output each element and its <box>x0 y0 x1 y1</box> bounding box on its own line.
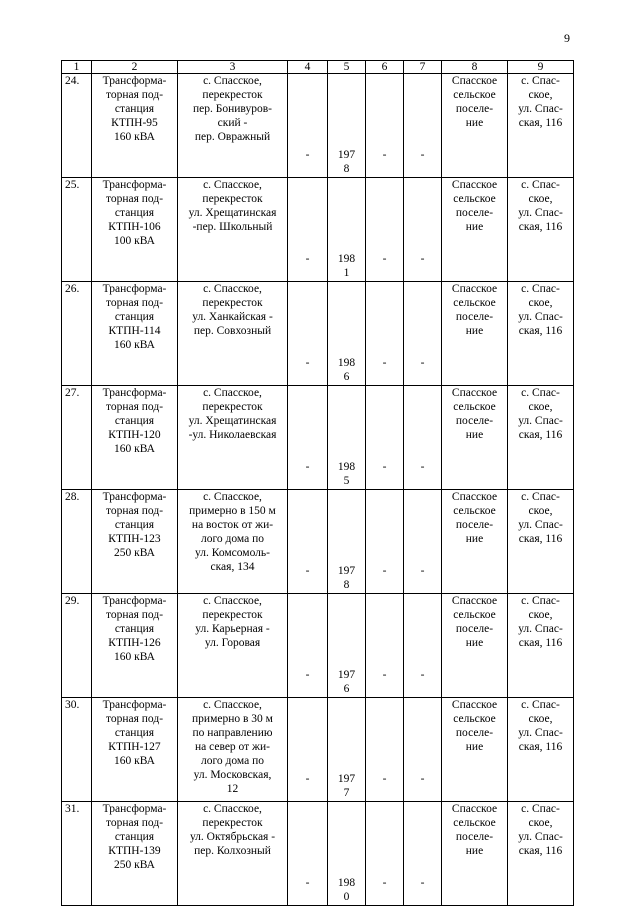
location-line: -ул. Николаевская <box>188 429 277 441</box>
object-name-cell <box>92 802 178 906</box>
object-name-line: торная под- <box>105 89 164 101</box>
table-row <box>62 698 574 802</box>
year-line: 8 <box>343 163 350 175</box>
year-line: 198 <box>337 253 356 265</box>
settlement-line: Спасское <box>451 803 498 815</box>
address-line: ул. Спас- <box>518 519 563 531</box>
settlement-line: ние <box>465 533 484 545</box>
table-row <box>62 178 574 282</box>
object-name-line: торная под- <box>105 297 164 309</box>
address-cell <box>508 698 574 802</box>
object-name-line: КТПН-95 <box>111 117 158 129</box>
object-name-line: 160 кВА <box>114 443 155 455</box>
object-name-line: станция <box>114 311 155 323</box>
table-row <box>62 282 574 386</box>
column-7-cell: - <box>404 490 442 594</box>
row-number-cell: 26. <box>62 282 92 386</box>
object-name-line: торная под- <box>105 193 164 205</box>
header-cell: 1 <box>62 61 92 74</box>
address-line: ская, 116 <box>518 221 563 233</box>
object-name-line: 100 кВА <box>114 235 155 247</box>
address-line: ская, 116 <box>518 325 563 337</box>
year-line: 198 <box>337 357 356 369</box>
settlement-line: ние <box>465 325 484 337</box>
settlement-line: поселе- <box>455 103 494 115</box>
address-line: ул. Спас- <box>518 831 563 843</box>
location-line: на север от жи- <box>194 741 270 753</box>
location-line: перекресток <box>202 89 263 101</box>
location-line: с. Спасское, <box>203 595 262 607</box>
object-name-line: Трансформа- <box>102 491 167 503</box>
column-6-cell: - <box>366 802 404 906</box>
address-line: с. Спас- <box>521 491 560 503</box>
object-name-line: станция <box>114 207 155 219</box>
location-line: ул. Октябрьская - <box>189 831 276 843</box>
settlement-cell <box>442 74 508 178</box>
location-cell <box>178 698 288 802</box>
table-row <box>62 74 574 178</box>
header-cell: 9 <box>508 61 574 74</box>
object-name-line: Трансформа- <box>102 179 167 191</box>
location-line: ул. Хрещатинская <box>188 207 277 219</box>
header-cell: 3 <box>178 61 288 74</box>
address-line: ул. Спас- <box>518 103 563 115</box>
year-line: 5 <box>343 475 350 487</box>
address-line: ское, <box>528 817 553 829</box>
location-line: 12 <box>226 783 239 795</box>
address-line: с. Спас- <box>521 803 560 815</box>
location-cell <box>178 178 288 282</box>
object-name-line: 250 кВА <box>114 547 155 559</box>
location-line: ул. Карьерная - <box>195 623 270 635</box>
location-line: примерно в 150 м <box>189 505 276 517</box>
location-line: пер. Бонивуров- <box>193 103 272 115</box>
settlement-line: Спасское <box>451 283 498 295</box>
address-line: ская, 116 <box>518 533 563 545</box>
year-line: 198 <box>337 461 356 473</box>
row-number-cell: 28. <box>62 490 92 594</box>
settlement-cell <box>442 178 508 282</box>
object-name-line: торная под- <box>105 817 164 829</box>
address-cell <box>508 74 574 178</box>
header-cell: 8 <box>442 61 508 74</box>
address-cell <box>508 178 574 282</box>
header-cell: 5 <box>328 61 366 74</box>
object-name-line: торная под- <box>105 401 164 413</box>
settlement-line: сельское <box>453 609 496 621</box>
address-line: ская, 116 <box>518 741 563 753</box>
year-line: 197 <box>337 149 356 161</box>
location-line: пер. Совхозный <box>193 325 272 337</box>
year-cell <box>328 386 366 490</box>
address-line: с. Спас- <box>521 387 560 399</box>
address-line: ул. Спас- <box>518 727 563 739</box>
location-line: с. Спасское, <box>203 491 262 503</box>
address-line: ская, 116 <box>518 637 563 649</box>
address-line: ул. Спас- <box>518 207 563 219</box>
settlement-line: поселе- <box>455 207 494 219</box>
address-line: с. Спас- <box>521 283 560 295</box>
address-line: с. Спас- <box>521 595 560 607</box>
settlement-line: поселе- <box>455 519 494 531</box>
object-name-line: КТПН-139 <box>108 845 161 857</box>
column-6-cell: - <box>366 74 404 178</box>
row-number-cell: 24. <box>62 74 92 178</box>
column-6-cell: - <box>366 490 404 594</box>
location-line: ул. Комсомоль- <box>195 547 270 559</box>
column-4-cell: - <box>288 802 328 906</box>
location-line: перекресток <box>202 193 263 205</box>
location-cell <box>178 386 288 490</box>
object-name-cell <box>92 386 178 490</box>
year-line: 197 <box>337 669 356 681</box>
object-name-cell <box>92 282 178 386</box>
location-line: -пер. Школьный <box>192 221 273 233</box>
location-line: с. Спасское, <box>203 387 262 399</box>
column-4-cell: - <box>288 74 328 178</box>
address-line: ское, <box>528 505 553 517</box>
column-6-cell: - <box>366 698 404 802</box>
location-cell <box>178 594 288 698</box>
settlement-cell <box>442 802 508 906</box>
address-line: ское, <box>528 193 553 205</box>
settlement-line: ние <box>465 637 484 649</box>
substations-table <box>61 60 574 906</box>
year-line: 7 <box>343 787 350 799</box>
address-line: ул. Спас- <box>518 623 563 635</box>
settlement-line: сельское <box>453 401 496 413</box>
row-number-cell: 29. <box>62 594 92 698</box>
settlement-line: поселе- <box>455 727 494 739</box>
address-line: с. Спас- <box>521 75 560 87</box>
location-line: с. Спасское, <box>203 75 262 87</box>
page-number: 9 <box>564 31 570 45</box>
location-line: ская, 134 <box>210 561 255 573</box>
address-line: ская, 116 <box>518 429 563 441</box>
object-name-line: станция <box>114 415 155 427</box>
column-7-cell: - <box>404 178 442 282</box>
address-line: ул. Спас- <box>518 415 563 427</box>
settlement-line: поселе- <box>455 623 494 635</box>
settlement-cell <box>442 594 508 698</box>
year-line: 6 <box>343 371 350 383</box>
settlement-line: ние <box>465 429 484 441</box>
table-row <box>62 386 574 490</box>
column-6-cell: - <box>366 178 404 282</box>
address-line: с. Спас- <box>521 699 560 711</box>
year-cell <box>328 178 366 282</box>
location-cell <box>178 802 288 906</box>
location-cell <box>178 490 288 594</box>
location-line: ский - <box>217 117 248 129</box>
object-name-line: КТПН-106 <box>108 221 161 233</box>
settlement-line: сельское <box>453 193 496 205</box>
table-row <box>62 802 574 906</box>
location-line: с. Спасское, <box>203 283 262 295</box>
location-line: с. Спасское, <box>203 803 262 815</box>
column-7-cell: - <box>404 386 442 490</box>
settlement-line: Спасское <box>451 491 498 503</box>
row-number-cell: 27. <box>62 386 92 490</box>
year-cell <box>328 802 366 906</box>
address-line: ское, <box>528 401 553 413</box>
year-line: 0 <box>343 891 350 903</box>
settlement-line: Спасское <box>451 179 498 191</box>
year-line: 198 <box>337 877 356 889</box>
location-line: пер. Овражный <box>194 131 271 143</box>
year-cell <box>328 74 366 178</box>
settlement-line: поселе- <box>455 311 494 323</box>
object-name-line: 250 кВА <box>114 859 155 871</box>
object-name-line: торная под- <box>105 713 164 725</box>
object-name-line: Трансформа- <box>102 803 167 815</box>
object-name-line: 160 кВА <box>114 339 155 351</box>
year-cell <box>328 698 366 802</box>
object-name-cell <box>92 490 178 594</box>
header-cell: 4 <box>288 61 328 74</box>
table-body <box>62 74 574 906</box>
year-cell <box>328 282 366 386</box>
object-name-line: КТПН-126 <box>108 637 161 649</box>
location-line: по направлению <box>192 727 273 739</box>
address-line: ул. Спас- <box>518 311 563 323</box>
address-cell <box>508 282 574 386</box>
column-4-cell: - <box>288 178 328 282</box>
header-cell: 6 <box>366 61 404 74</box>
year-line: 6 <box>343 683 350 695</box>
header-cell: 2 <box>92 61 178 74</box>
settlement-line: ние <box>465 741 484 753</box>
settlement-cell <box>442 386 508 490</box>
object-name-cell <box>92 74 178 178</box>
row-number-cell: 25. <box>62 178 92 282</box>
settlement-line: поселе- <box>455 415 494 427</box>
object-name-line: Трансформа- <box>102 699 167 711</box>
table-row <box>62 490 574 594</box>
object-name-line: КТПН-120 <box>108 429 161 441</box>
location-line: ул. Ханкайская - <box>192 311 273 323</box>
location-line: ул. Московская, <box>193 769 272 781</box>
location-line: ул. Хрещатинская <box>188 415 277 427</box>
column-6-cell: - <box>366 386 404 490</box>
location-cell <box>178 74 288 178</box>
column-4-cell: - <box>288 594 328 698</box>
year-line: 1 <box>343 267 350 279</box>
settlement-cell <box>442 698 508 802</box>
settlement-line: ние <box>465 117 484 129</box>
column-7-cell: - <box>404 698 442 802</box>
location-line: пер. Колхозный <box>194 845 271 857</box>
object-name-cell <box>92 178 178 282</box>
location-line: лого дома по <box>200 533 264 545</box>
location-line: перекресток <box>202 401 263 413</box>
address-line: ская, 116 <box>518 117 563 129</box>
object-name-line: станция <box>114 519 155 531</box>
address-cell <box>508 386 574 490</box>
column-7-cell: - <box>404 74 442 178</box>
row-number-cell: 31. <box>62 802 92 906</box>
object-name-cell <box>92 698 178 802</box>
address-cell <box>508 490 574 594</box>
object-name-line: станция <box>114 831 155 843</box>
column-7-cell: - <box>404 282 442 386</box>
header-cell: 7 <box>404 61 442 74</box>
column-6-cell: - <box>366 594 404 698</box>
address-line: ское, <box>528 89 553 101</box>
object-name-line: 160 кВА <box>114 651 155 663</box>
location-line: перекресток <box>202 297 263 309</box>
header-row <box>62 61 574 74</box>
settlement-line: ние <box>465 221 484 233</box>
column-7-cell: - <box>404 594 442 698</box>
year-line: 197 <box>337 565 356 577</box>
object-name-line: 160 кВА <box>114 755 155 767</box>
address-line: с. Спас- <box>521 179 560 191</box>
location-line: лого дома по <box>200 755 264 767</box>
object-name-line: станция <box>114 103 155 115</box>
column-4-cell: - <box>288 490 328 594</box>
column-4-cell: - <box>288 698 328 802</box>
object-name-line: КТПН-123 <box>108 533 161 545</box>
object-name-line: КТПН-127 <box>108 741 161 753</box>
column-7-cell: - <box>404 802 442 906</box>
year-line: 197 <box>337 773 356 785</box>
column-6-cell: - <box>366 282 404 386</box>
year-cell <box>328 594 366 698</box>
location-line: перекресток <box>202 609 263 621</box>
settlement-line: ние <box>465 845 484 857</box>
year-line: 8 <box>343 579 350 591</box>
settlement-line: сельское <box>453 817 496 829</box>
table-row <box>62 594 574 698</box>
settlement-line: сельское <box>453 713 496 725</box>
location-line: перекресток <box>202 817 263 829</box>
location-line: с. Спасское, <box>203 699 262 711</box>
settlement-line: Спасское <box>451 595 498 607</box>
object-name-line: Трансформа- <box>102 595 167 607</box>
settlement-line: сельское <box>453 297 496 309</box>
object-name-line: Трансформа- <box>102 283 167 295</box>
object-name-line: Трансформа- <box>102 387 167 399</box>
settlement-line: сельское <box>453 89 496 101</box>
location-line: с. Спасское, <box>203 179 262 191</box>
column-4-cell: - <box>288 282 328 386</box>
settlement-line: сельское <box>453 505 496 517</box>
address-line: ское, <box>528 609 553 621</box>
settlement-line: поселе- <box>455 831 494 843</box>
settlement-line: Спасское <box>451 387 498 399</box>
address-line: ская, 116 <box>518 845 563 857</box>
object-name-cell <box>92 594 178 698</box>
object-name-line: КТПН-114 <box>108 325 161 337</box>
address-cell <box>508 594 574 698</box>
address-line: ское, <box>528 297 553 309</box>
settlement-cell <box>442 490 508 594</box>
row-number-cell: 30. <box>62 698 92 802</box>
location-line: ул. Горовая <box>204 637 261 649</box>
settlement-line: Спасское <box>451 75 498 87</box>
object-name-line: 160 кВА <box>114 131 155 143</box>
object-name-line: станция <box>114 623 155 635</box>
location-line: примерно в 30 м <box>192 713 273 725</box>
object-name-line: станция <box>114 727 155 739</box>
object-name-line: торная под- <box>105 505 164 517</box>
object-name-line: торная под- <box>105 609 164 621</box>
settlement-cell <box>442 282 508 386</box>
settlement-line: Спасское <box>451 699 498 711</box>
location-line: на восток от жи- <box>191 519 274 531</box>
location-cell <box>178 282 288 386</box>
address-cell <box>508 802 574 906</box>
column-4-cell: - <box>288 386 328 490</box>
object-name-line: Трансформа- <box>102 75 167 87</box>
address-line: ское, <box>528 713 553 725</box>
year-cell <box>328 490 366 594</box>
